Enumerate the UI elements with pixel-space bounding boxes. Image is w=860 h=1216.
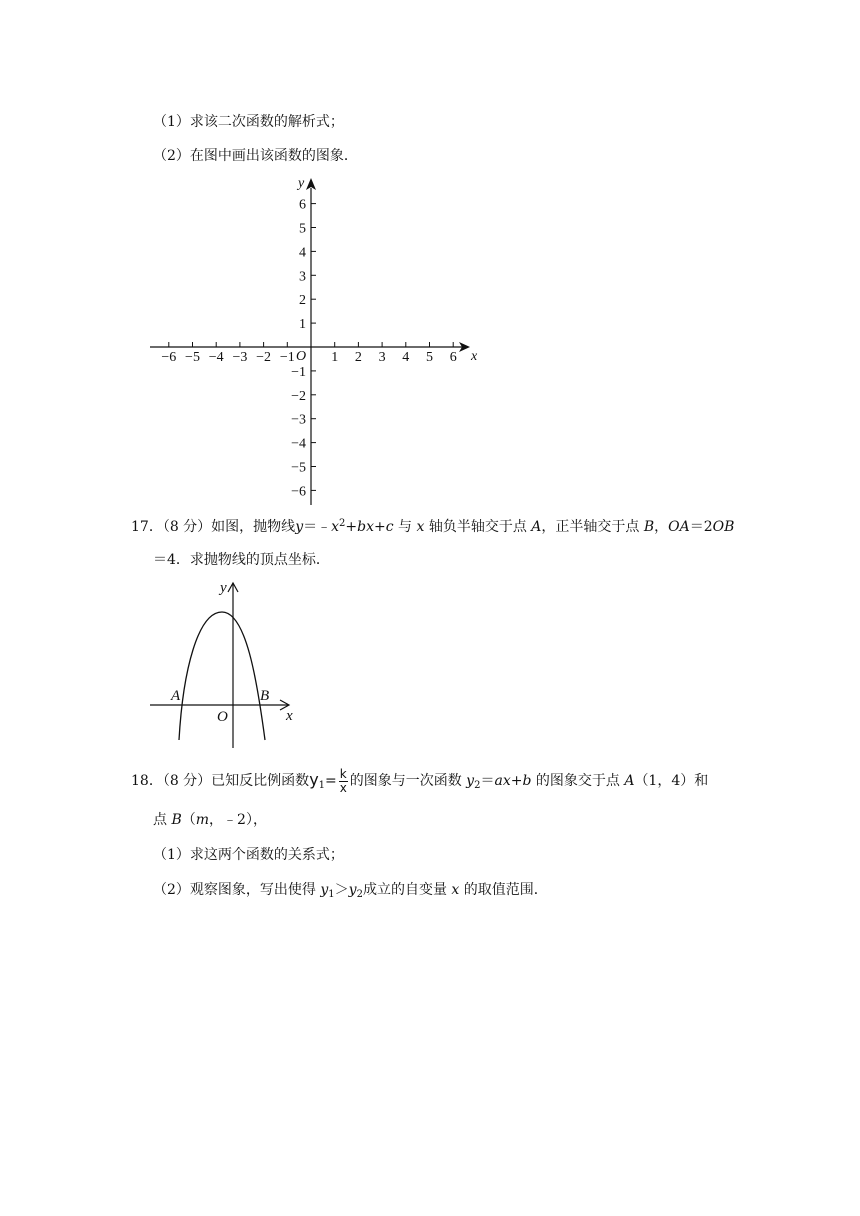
q17-x: x [331, 519, 340, 535]
q17-eq1: ＝﹣ [303, 519, 332, 535]
parabola-origin-label: O [217, 709, 228, 725]
x-tick-label: −2 [256, 350, 272, 365]
q17-t4: ， [654, 519, 669, 535]
q18-line2b: （ [181, 812, 196, 828]
y-tick-label: −3 [291, 412, 306, 428]
origin-label: O [296, 349, 307, 364]
y-tick-label: −4 [291, 436, 306, 452]
x-tick-label: 5 [426, 350, 433, 365]
q17-B: B [643, 519, 655, 535]
q18-part2a: （2）观察图象，写出使得 [153, 882, 321, 898]
q18-line2a: 点 [153, 812, 172, 828]
q17-line1 [131, 518, 734, 536]
q18-B: B [171, 812, 182, 828]
y-axis-label: y [298, 176, 305, 191]
q18-line2 [153, 811, 267, 829]
q18-ax: ax+b [494, 773, 532, 789]
x-tick-label: 4 [402, 350, 410, 365]
q18-A: A [624, 773, 635, 789]
q18-m: m [195, 812, 210, 828]
q18-eq: = [325, 773, 337, 789]
q18-k: k [339, 766, 347, 781]
q17-line2: ＝4．求抛物线的顶点坐标． [153, 552, 330, 568]
q18-t2: ＝ [480, 773, 495, 789]
q17-t3: ，正半轴交于点 [541, 519, 644, 535]
q18-y1: y [309, 770, 319, 789]
q18-part1: （1）求这两个函数的关系式； [153, 847, 344, 863]
q18-sub1: 1 [318, 780, 326, 791]
q18-csub1: 1 [328, 889, 335, 900]
q17-eq2: +bx+c [345, 519, 394, 535]
q18-part2 [153, 881, 548, 899]
x-tick-label: −1 [279, 350, 295, 365]
q18-fraction [339, 768, 348, 795]
q18-cx: x [451, 882, 460, 898]
q17-t2: 轴负半轴交于点 [424, 519, 532, 535]
x-tick-label: 1 [331, 350, 339, 365]
q17-OA: OA [668, 519, 690, 535]
x-tick-label: −6 [161, 350, 177, 365]
q17-x2: x [416, 519, 425, 535]
q18-cy1: y [320, 882, 329, 898]
x-tick-label: −4 [208, 350, 224, 365]
q18-score: （8 分）已知反比例函数 [162, 773, 310, 789]
y-tick-label: 2 [299, 293, 306, 309]
y-tick-label: 5 [299, 221, 306, 237]
q17-t5: ＝2 [689, 519, 713, 535]
q18-part2b: 成立的自变量 [362, 882, 452, 898]
q16-part2: （2）在图中画出该函数的图象． [153, 148, 358, 164]
y-tick-label: −6 [291, 484, 306, 500]
y-tick-label: −1 [291, 364, 306, 380]
y-tick-label: 4 [299, 245, 306, 261]
x-tick-label: 6 [449, 350, 457, 365]
q18-xden: x [339, 780, 347, 795]
q17-exp: 2 [339, 518, 346, 529]
q16-part1: （1）求该二次函数的解析式； [153, 114, 344, 130]
y-tick-label: −5 [291, 460, 306, 476]
q17-number: 17． [131, 519, 163, 535]
parabola-figure [144, 576, 304, 751]
q17-t1: 与 [393, 519, 417, 535]
q18-t1: 的图象与一次函数 [349, 773, 467, 789]
q18-t4: （1，4）和 [634, 773, 709, 789]
q18-gt: ＞ [334, 882, 349, 898]
q18-cy2: y [348, 882, 357, 898]
q18-sub2: 2 [474, 780, 481, 791]
x-axis-label: x [471, 349, 478, 364]
y-tick-label: 1 [299, 317, 306, 333]
x-tick-label: −3 [232, 350, 248, 365]
x-tick-label: 3 [378, 350, 386, 365]
q18-line1 [131, 765, 708, 795]
q18-part2c: 的取值范围． [459, 882, 548, 898]
q18-t3: 的图象交于点 [531, 773, 625, 789]
point-A-label: A [171, 688, 181, 704]
q18-number: 18． [131, 773, 163, 789]
q17-OB: OB [712, 519, 735, 535]
x-tick-label: −5 [185, 350, 200, 365]
parabola-y-label: y [220, 580, 227, 596]
coordinate-grid-figure [140, 168, 490, 513]
y-tick-label: 3 [299, 269, 306, 285]
y-tick-label: 6 [299, 197, 306, 213]
parabola-x-label: x [286, 708, 293, 724]
q18-y2: y [466, 773, 475, 789]
x-tick-label: 2 [354, 350, 362, 365]
q17-y: y [295, 519, 304, 535]
q17-A: A [531, 519, 542, 535]
q18-line2c: ，﹣2）， [209, 812, 267, 828]
y-tick-label: −2 [291, 388, 306, 404]
q17-score: （8 分）如图，抛物线 [162, 519, 296, 535]
point-B-label: B [260, 688, 270, 704]
q18-csub2: 2 [356, 889, 363, 900]
